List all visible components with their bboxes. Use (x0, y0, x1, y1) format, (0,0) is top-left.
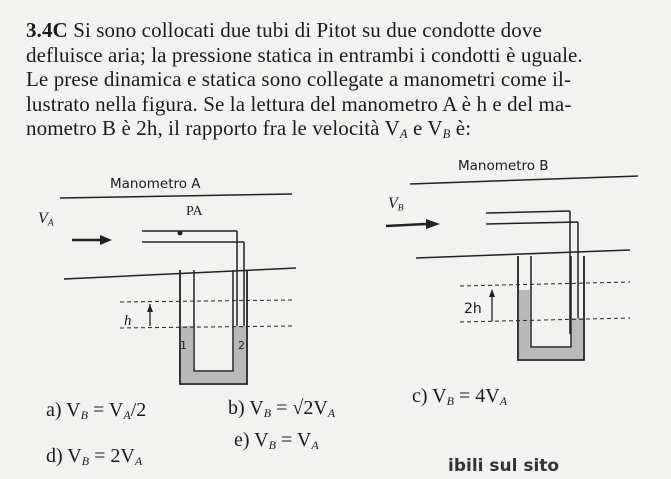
answer-c: c) $V_B = 4V_A$ (412, 385, 508, 408)
problem-text-5: nometro B è 2h, il rapporto fra le velocità V (26, 116, 400, 140)
velocity-b-arrow-shaft (386, 224, 426, 226)
answer-a: a) $V_B = V_A/2$ (46, 399, 147, 422)
pitot-b-upper-line (486, 211, 570, 213)
height-b-label: 2h (464, 301, 482, 317)
manometer-a-drawing (60, 194, 296, 384)
answer-d: d) $V_B = 2V_A$ (46, 445, 143, 468)
pitot-a-tap-dot (178, 231, 183, 236)
duct-a-top-wall (60, 194, 292, 198)
duct-b-top-wall (410, 176, 638, 184)
height-a-label: h (124, 313, 132, 329)
answer-e: e) $V_B = V_A$ (234, 429, 319, 452)
manometer-a-title: Manometro A (110, 176, 201, 192)
problem-line-2: defluisce aria; la pressione statica in entrambi i condotti è uguale. (26, 43, 583, 67)
velocity-b-arrowhead (426, 219, 440, 229)
problem-text-1: Si sono collocati due tubi di Pitot su due condotte dove (73, 18, 542, 42)
footer-text: ibili sul sito (448, 456, 560, 476)
problem-number: 3.4C (26, 18, 68, 42)
manometer-a-mark-1: 1 (180, 339, 187, 352)
manometer-a-mark-2: 2 (238, 339, 245, 352)
velocity-a-arrowhead (100, 235, 112, 245)
problem-line-5: nometro B è 2h, il rapporto fra le velocità $V_A$ e $V_B$ è: (26, 116, 472, 142)
problem-line-3: Le prese dinamica e statica sono collegate a manometri come il- (26, 67, 572, 91)
tap-a-label: PA (186, 204, 203, 219)
problem-line-4: lustrato nella figura. Se la lettura del manometro A è h e del ma- (26, 92, 572, 116)
manometer-b-title: Manometro B (458, 158, 549, 174)
pitot-b-lower-line (486, 222, 578, 224)
velocity-b-label: $V_B$ (388, 195, 404, 214)
manometer-b-drawing (386, 176, 638, 360)
velocity-a-label: $V_A$ (38, 210, 54, 229)
duct-b-bottom-wall (416, 250, 630, 258)
answer-b: b) $V_B = √2V_A$ (228, 397, 336, 420)
